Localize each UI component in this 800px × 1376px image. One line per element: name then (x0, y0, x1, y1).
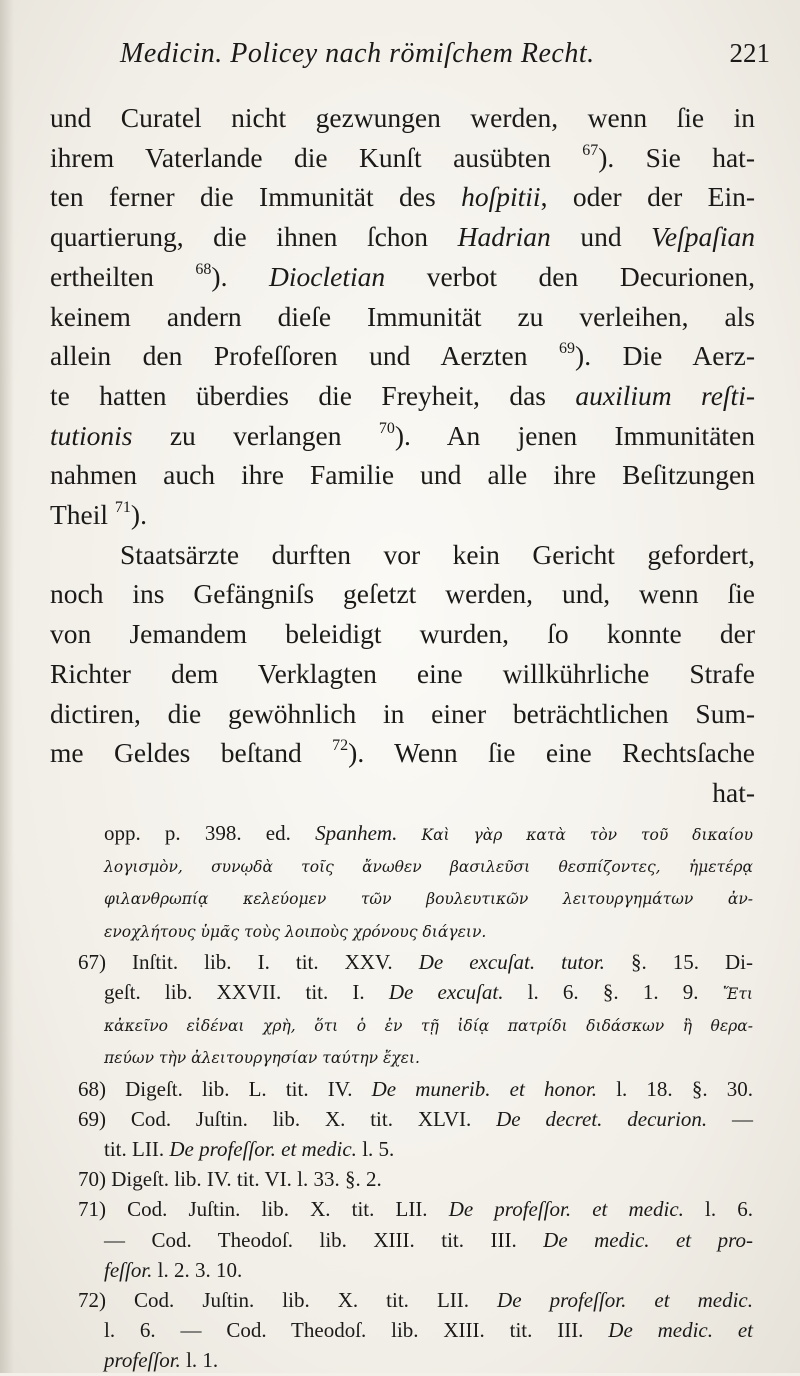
page-header (90, 38, 770, 86)
text-line: tutionis zu verlangen $^{70}$). An jenen Immunitäten (50, 419, 756, 451)
footnote-ref: 68 (195, 260, 212, 278)
footnote-ref: 70 (378, 419, 395, 437)
text-line: ertheilten $^{68}$). Diocletian verbot den Decurionen, (50, 260, 755, 292)
main-text (50, 98, 755, 813)
footnote-ref: 67 (582, 141, 599, 159)
footnote-continuation: opp. p. 398. ed. Spanhem. Καὶ γὰρ κατὰ τὸν τοῦ δικαίου λογισμὸν, συνῳδὰ τοῖς ἄνωθεν βασιλεῦσι θεσπίζοντες, ἡμετέρᾳ φιλανθρωπίᾳ κελεύομεν τῶν βουλευτικῶν λειτουργημάτων ἀν- ενοχλήτους ὑμᾶς τοὺς λοιποὺς χρόνους διάγειν. (104, 821, 754, 941)
text-line: Theil $^{71}$). (50, 499, 147, 531)
text-line: quartierung, die ihnen ſchon Hadrian und Veſpaſian (50, 221, 755, 253)
text-line: me Geldes beſtand $^{72}$). Wenn ſie eine Rechtsſache (50, 737, 756, 769)
text-line: nahmen auch ihre Familie und alle ihre Beſitzungen (50, 459, 755, 491)
text-line: von Jemandem beleidigt wurden, ſo konnte der (50, 618, 755, 650)
catchword: hat- (712, 776, 755, 808)
footnote-ref: 72 (332, 737, 349, 755)
page-number: 221 (729, 38, 770, 68)
footnote-68: 68) Digeſt. lib. L. tit. IV. De munerib. et honor. l. 18. §. 30. (78, 1076, 753, 1101)
footnote-70: 70) Digeſt. lib. IV. tit. VI. l. 33. §. 2. (78, 1167, 382, 1192)
footnote-69: 69) Cod. Juſtin. lib. X. tit. XLVI. De decret. decurion. — tit. LII. De profeſſor. et medic. l. 5. (78, 1106, 753, 1162)
text-line: noch ins Gefängniſs geſetzt werden, und, wenn ſie (50, 578, 755, 610)
text-line: allein den Profeſſoren und Aerzten $^{69}$). Die Aerz- (50, 340, 755, 372)
footnote-ref: 71 (114, 499, 131, 517)
footnotes (78, 818, 753, 1376)
text-line: und Curatel nicht gezwungen werden, wenn ſie in (50, 102, 755, 133)
text-line: dictiren, die gewöhnlich in einer beträchtlichen Sum- (50, 697, 755, 729)
text-line: ihrem Vaterlande die Kunſt ausübten $^{67}$). Sie hat- (50, 141, 755, 173)
page-gutter-shadow (0, 0, 14, 1373)
text-line: Richter dem Verklagten eine willkührliche Strafe (50, 657, 755, 689)
running-title: Medicin. Policey nach römiſchem Recht. (120, 38, 595, 69)
text-line: Staatsärzte durften vor kein Gericht gefordert, (120, 538, 755, 570)
text-line: te hatten überdies die Freyheit, das auxilium reſti- (50, 379, 755, 411)
footnote-67: 67) Inſtit. lib. I. tit. XXV. De excuſat. tutor. §. 15. Di- geſt. lib. XXVII. tit. I. De excuſat. l. 6. §. 1. 9. Ἔτι κἀκεῖνο εἰδέναι χρὴ, ὅτι ὁ ἐν τῇ ἰδίᾳ πατρίδι διδάσκων ἢ θερα- πεύων τὴν ἀλειτουργησίαν ταύτην ἔχει. (78, 949, 754, 1068)
footnote-71: 71) Cod. Juſtin. lib. X. tit. LII. De profeſſor. et medic. l. 6. — Cod. Theodoſ. lib. XIII. tit. III. De medic. et pro- feſſor. l. 2. 3. 10. (78, 1197, 753, 1282)
text-line: keinem andern dieſe Immunität zu verleihen, als (50, 300, 755, 332)
footnote-ref: 69 (559, 340, 576, 358)
footnote-72: 72) Cod. Juſtin. lib. X. tit. LII. De profeſſor. et medic. l. 6. — Cod. Theodoſ. lib. XIII. tit. III. De medic. et profeſſor. l. 1. (78, 1288, 753, 1373)
text-line: ten ferner die Immunität des hoſpitii, oder der Ein- (50, 181, 755, 213)
